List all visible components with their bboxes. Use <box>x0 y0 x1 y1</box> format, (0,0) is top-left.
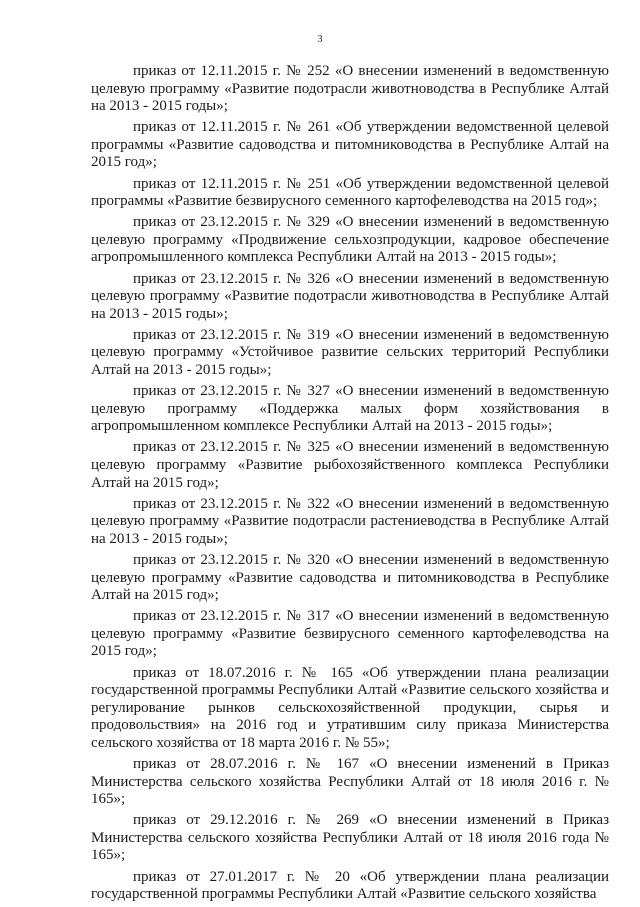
order-paragraph: приказ от 29.12.2016 г. № 269 «О внесении изменений в Приказ Министерства сельского хозяйства Республики Алтай от 18 июля 2016 года № 165»; <box>91 812 609 864</box>
page-number: 3 <box>317 34 323 45</box>
order-paragraph: приказ от 12.11.2015 г. № 261 «Об утверждении ведомственной целевой программы «Развитие садоводства и питомниководства в Республике Алтай на 2015 год»; <box>91 119 609 171</box>
order-paragraph: приказ от 23.12.2015 г. № 322 «О внесении изменений в ведомственную целевую программу «Развитие подотрасли растениеводства в Республике Алтай на 2013 - 2015 годы»; <box>91 495 609 547</box>
order-paragraph: приказ от 23.12.2015 г. № 329 «О внесении изменений в ведомственную целевую программу «Продвижение сельхозпродукции, кадровое обеспечение агропромышленного комплекса Республики Алтай на 2013 - 2015 годы»; <box>91 214 609 266</box>
order-paragraph: приказ от 23.12.2015 г. № 317 «О внесении изменений в ведомственную целевую программу «Развитие безвирусного семенного картофелеводства на 2015 год»; <box>91 608 609 660</box>
order-paragraph: приказ от 27.01.2017 г. № 20 «Об утверждении плана реализации государственной программы Республики Алтай «Развитие сельского хозяйства <box>91 868 609 903</box>
order-paragraph: приказ от 23.12.2015 г. № 325 «О внесении изменений в ведомственную целевую программу «Развитие рыбохозяйственного комплекса Республики Алтай на 2015 год»; <box>91 439 609 491</box>
order-paragraph: приказ от 23.12.2015 г. № 320 «О внесении изменений в ведомственную целевую программу «Развитие садоводства и питомниководства в Республике Алтай на 2015 год»; <box>91 551 609 604</box>
order-paragraph: приказ от 23.12.2015 г. № 326 «О внесении изменений в ведомственную целевую программу «Развитие подотрасли животноводства в Республике Алтай на 2013 - 2015 годы»; <box>91 270 609 322</box>
document-body <box>91 63 609 907</box>
order-paragraph: приказ от 23.12.2015 г. № 319 «О внесении изменений в ведомственную целевую программу «Устойчивое развитие сельских территорий Республики Алтай на 2013 - 2015 годы»; <box>91 326 609 378</box>
order-paragraph: приказ от 23.12.2015 г. № 327 «О внесении изменений в ведомственную целевую программу «Поддержка малых форм хозяйствования в агропромышленном комплексе Республики Алтай на 2013 - 2015 годы»; <box>91 383 609 435</box>
order-paragraph: приказ от 12.11.2015 г. № 252 «О внесении изменений в ведомственную целевую программу «Развитие подотрасли животноводства в Республике Алтай на 2013 - 2015 годы»; <box>91 63 609 115</box>
order-paragraph: приказ от 28.07.2016 г. № 167 «О внесении изменений в Приказ Министерства сельского хозяйства Республики Алтай от 18 июля 2016 г. № 165»; <box>91 755 609 808</box>
order-paragraph: приказ от 12.11.2015 г. № 251 «Об утверждении ведомственной целевой программы «Развитие безвирусного семенного картофелеводства на 2015 год»; <box>91 175 609 210</box>
order-paragraph: приказ от 18.07.2016 г. № 165 «Об утверждении плана реализации государственной программы Республики Алтай «Развитие сельского хозяйства и регулирование рынков сельскохозяйственной продукции, сырья и продовольствия» на 2016 год и утратившим силу приказа Министерства сельского хозяйства от 18 марта 2016 г. № 55»; <box>91 664 609 751</box>
